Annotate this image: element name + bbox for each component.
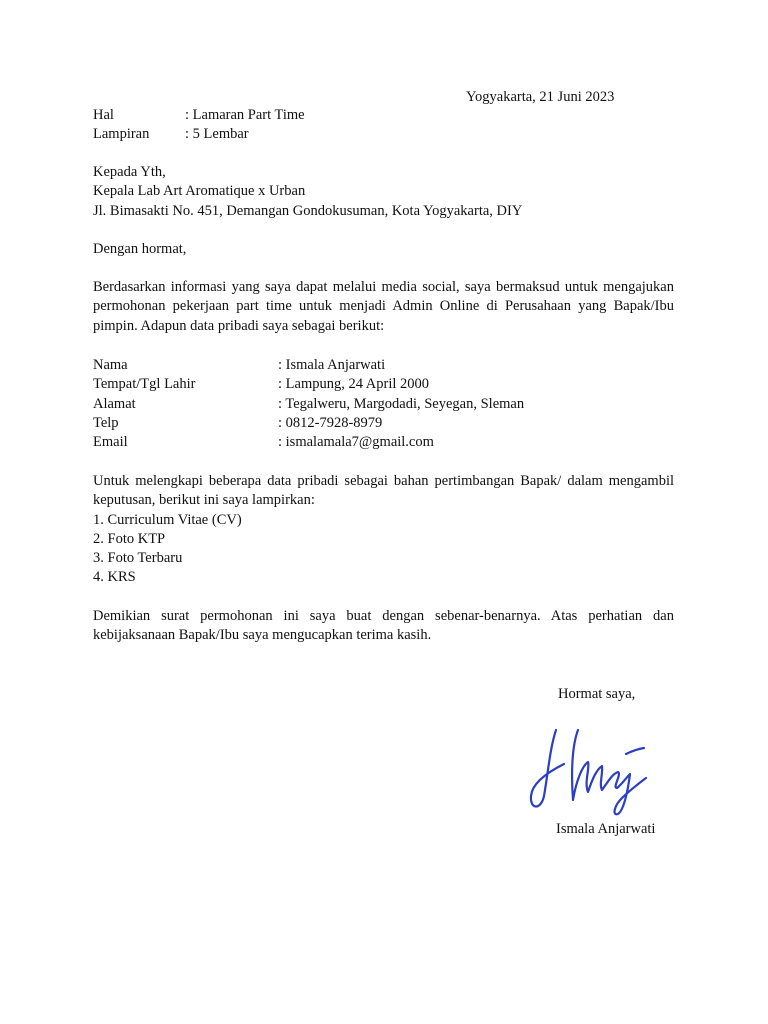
- personal-label: Email: [93, 434, 128, 450]
- regards: Hormat saya,: [558, 686, 636, 702]
- intro-paragraph: Berdasarkan informasi yang saya dapat melalui media social, saya bermaksud untuk mengajukan permohonan pekerjaan part time untuk menjadi Admin Online di Perusahaan yang Bapak/Ibu pimpin. Adapun data pribadi saya sebagai berikut:: [93, 279, 674, 334]
- recipient-address: Jl. Bimasakti No. 451, Demangan Gondokusuman, Kota Yogyakarta, DIY: [93, 203, 523, 219]
- signature-image: [526, 718, 656, 818]
- personal-value: : Tegalweru, Margodadi, Seyegan, Sleman: [278, 396, 525, 412]
- recipient-greeting: Kepada Yth,: [93, 164, 166, 180]
- personal-value: : Lampung, 24 April 2000: [278, 376, 430, 392]
- place-date: Yogyakarta, 21 Juni 2023: [466, 89, 615, 105]
- personal-value: : 0812-7928-8979: [278, 415, 383, 431]
- recipient-name: Kepala Lab Art Aromatique x Urban: [93, 183, 306, 199]
- signer-name: Ismala Anjarwati: [556, 821, 656, 837]
- attachment-item: 3. Foto Terbaru: [93, 550, 183, 566]
- closing-paragraph: Demikian surat permohonan ini saya buat dengan sebenar-benarnya. Atas perhatian dan kebijaksanaan Bapak/Ibu saya mengucapkan terima kasih.: [93, 608, 674, 644]
- personal-label: Alamat: [93, 396, 136, 412]
- personal-label: Telp: [93, 415, 119, 431]
- attachment-item: 4. KRS: [93, 569, 136, 585]
- header-label: Hal: [93, 107, 114, 123]
- personal-label: Tempat/Tgl Lahir: [93, 376, 196, 392]
- attachment-item: 2. Foto KTP: [93, 531, 166, 547]
- attachment-item: 1. Curriculum Vitae (CV): [93, 512, 242, 528]
- salutation: Dengan hormat,: [93, 241, 187, 257]
- header-value: : Lamaran Part Time: [185, 107, 305, 123]
- personal-label: Nama: [93, 357, 128, 373]
- personal-value: : ismalamala7@gmail.com: [278, 434, 434, 450]
- header-value: : 5 Lembar: [185, 126, 249, 142]
- header-label: Lampiran: [93, 126, 150, 142]
- attachments-intro: Untuk melengkapi beberapa data pribadi sebagai bahan pertimbangan Bapak/ dalam mengambil keputusan, berikut ini saya lampirkan:: [93, 473, 674, 509]
- personal-value: : Ismala Anjarwati: [278, 357, 386, 373]
